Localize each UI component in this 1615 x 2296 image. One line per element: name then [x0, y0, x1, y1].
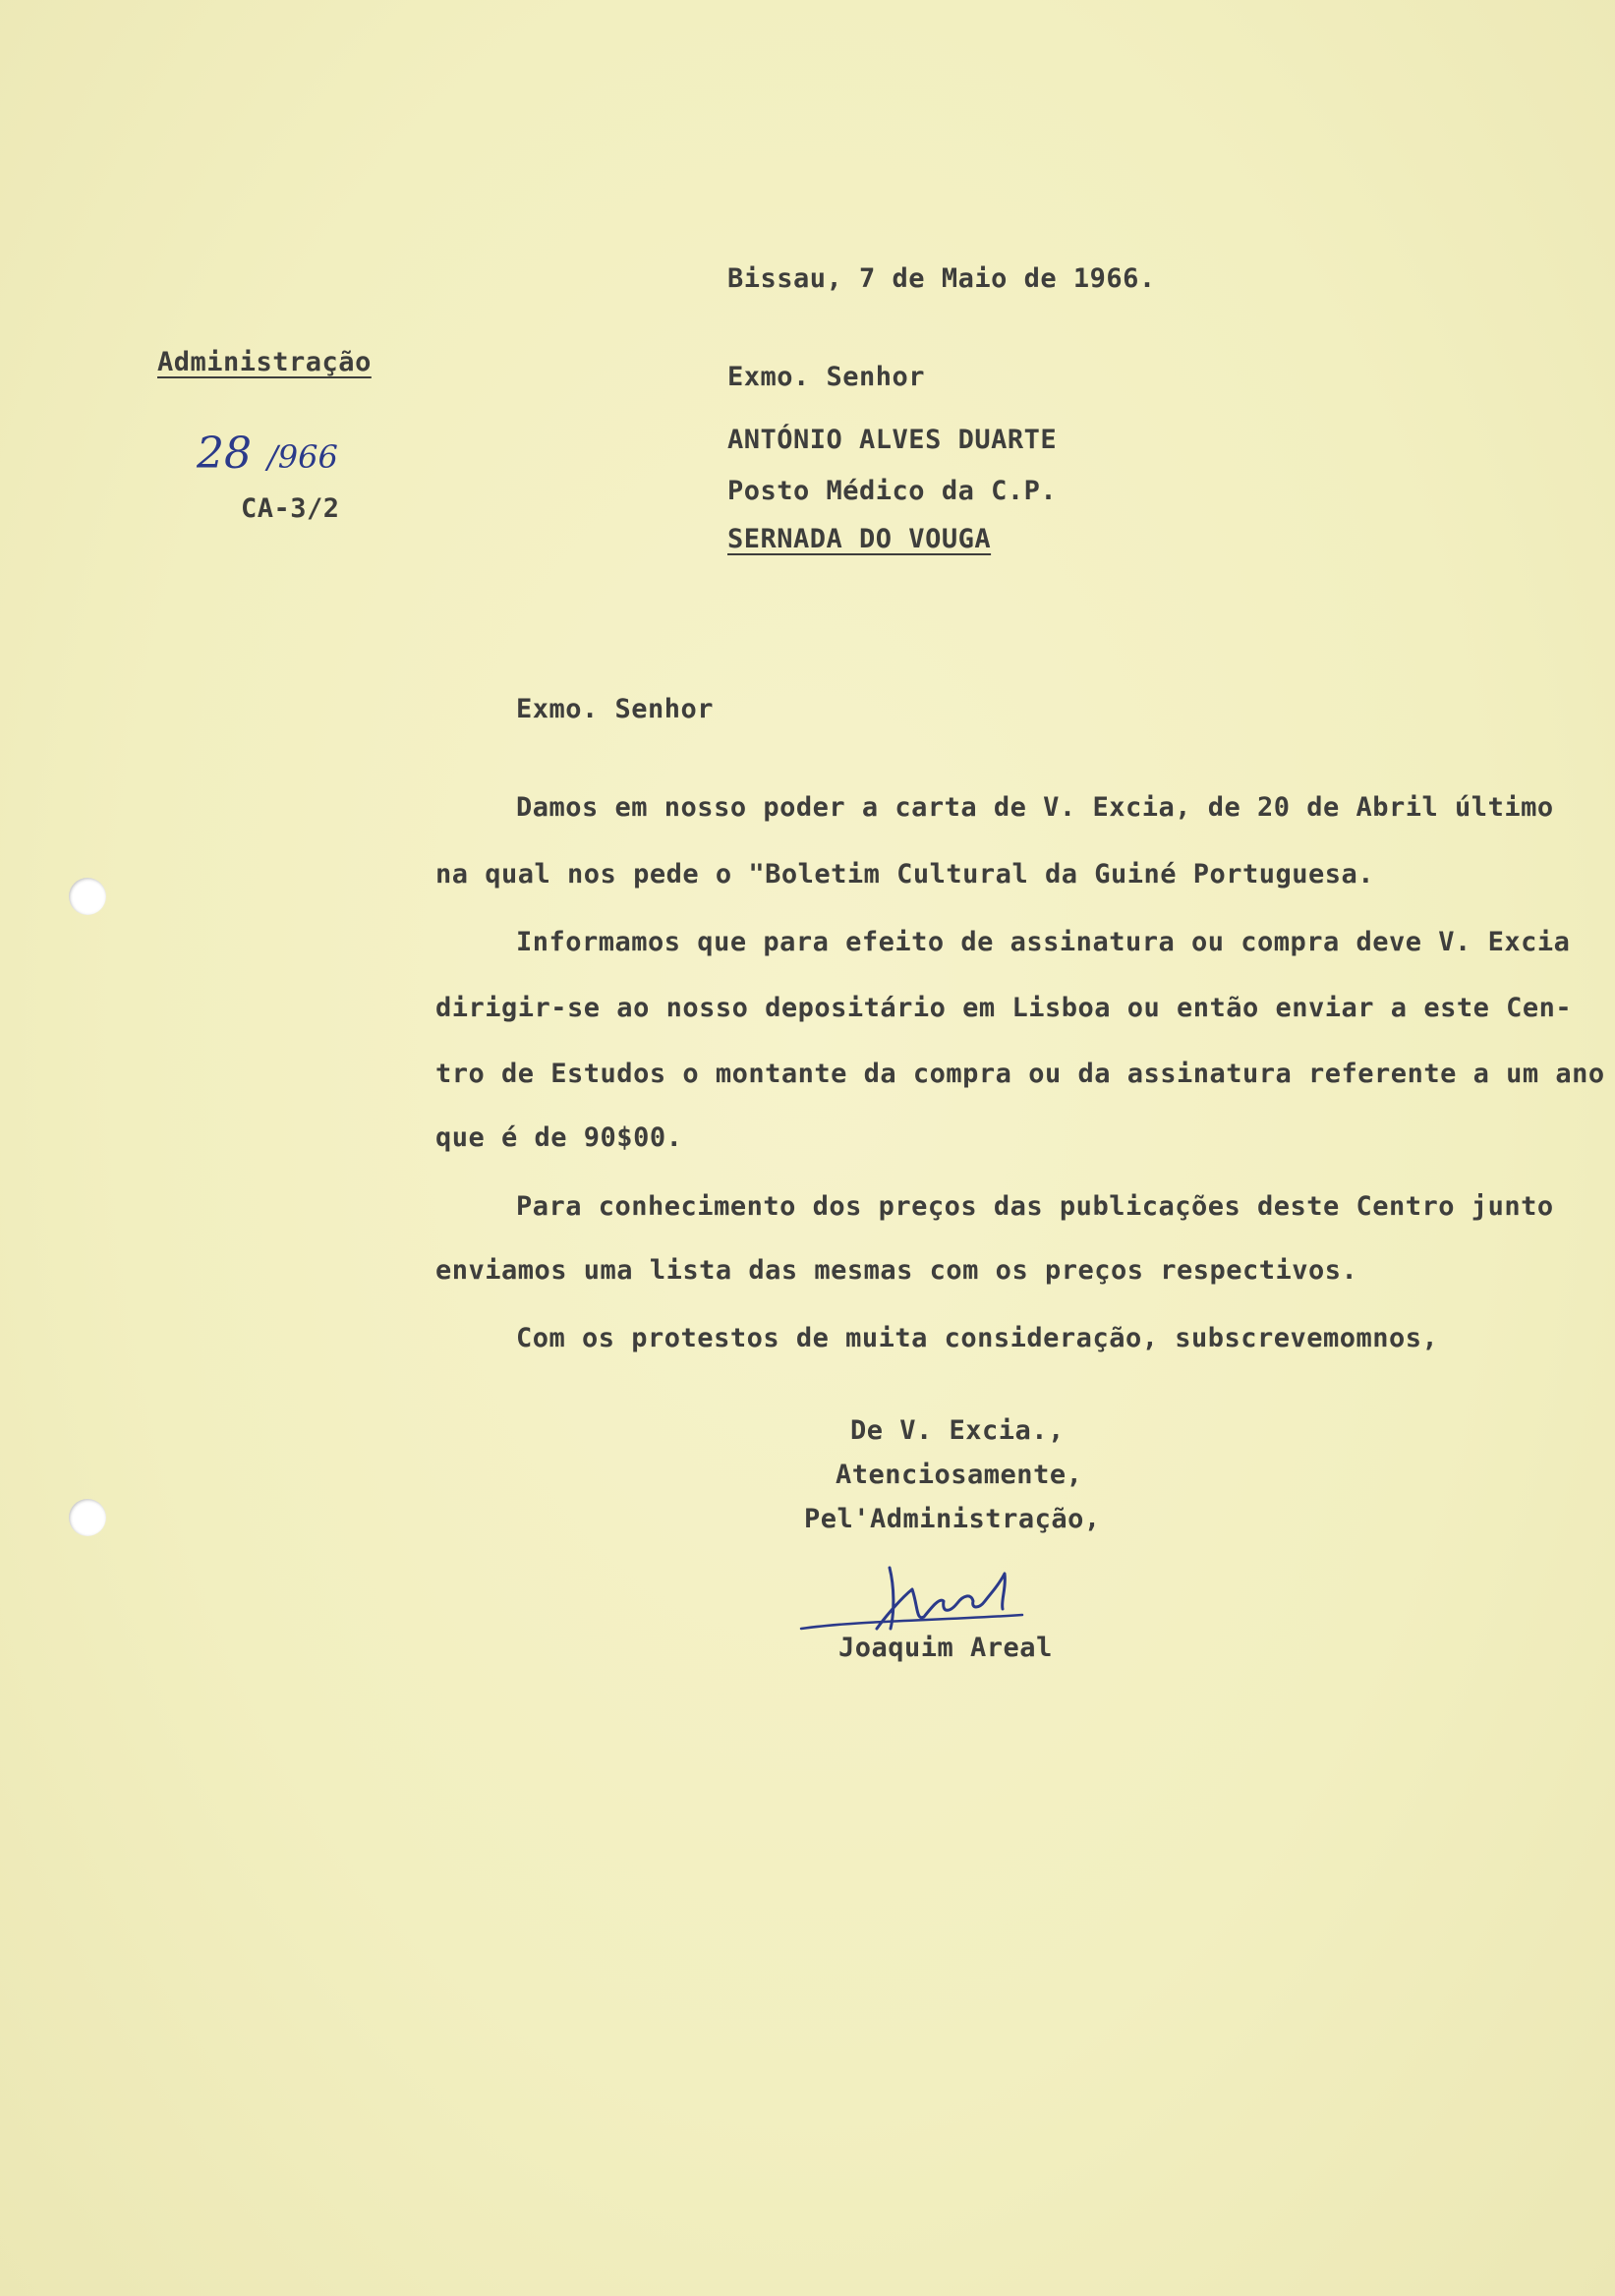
handwritten-signature [796, 1519, 1052, 1646]
body-line: na qual nos pede o "Boletim Cultural da Guiné Portuguesa. [435, 859, 1375, 890]
letter-greeting: Exmo. Senhor [516, 694, 715, 724]
reference-code: CA-3/2 [241, 493, 340, 524]
punch-hole-top [69, 878, 106, 915]
reference-number-handwritten: 28 [197, 429, 252, 479]
body-line: Para conhecimento dos preços das publicações deste Centro junto [516, 1191, 1554, 1222]
department-label: Administração [157, 347, 372, 377]
closing-line-2: Atenciosamente, [836, 1460, 1083, 1490]
recipient-address-line2: SERNADA DO VOUGA [727, 524, 992, 554]
closing-line-3: Pel'Administração, [804, 1504, 1101, 1534]
recipient-address-line1: Posto Médico da C.P. [727, 476, 1058, 506]
body-line: que é de 90$00. [435, 1122, 683, 1153]
closing-line-1: De V. Excia., [850, 1415, 1065, 1446]
date-line: Bissau, 7 de Maio de 1966. [727, 263, 1156, 294]
punch-hole-bottom [69, 1499, 106, 1536]
body-line: dirigir-se ao nosso depositário em Lisboa ou então enviar a este Cen- [435, 993, 1573, 1023]
recipient-salutation: Exmo. Senhor [727, 362, 926, 392]
body-line: Informamos que para efeito de assinatura ou compra deve V. Excia [516, 927, 1571, 957]
recipient-name: ANTÓNIO ALVES DUARTE [727, 425, 1058, 455]
body-line: Com os protestos de muita consideração, subscrevemomnos, [516, 1323, 1439, 1353]
signatory-name: Joaquim Areal [838, 1633, 1053, 1663]
body-line: Damos em nosso poder a carta de V. Excia, de 20 de Abril último [516, 792, 1554, 823]
reference-year-handwritten: /966 [267, 438, 338, 476]
body-line: tro de Estudos o montante da compra ou da assinatura referente a um ano [435, 1059, 1605, 1089]
body-line: enviamos uma lista das mesmas com os preços respectivos. [435, 1255, 1358, 1286]
